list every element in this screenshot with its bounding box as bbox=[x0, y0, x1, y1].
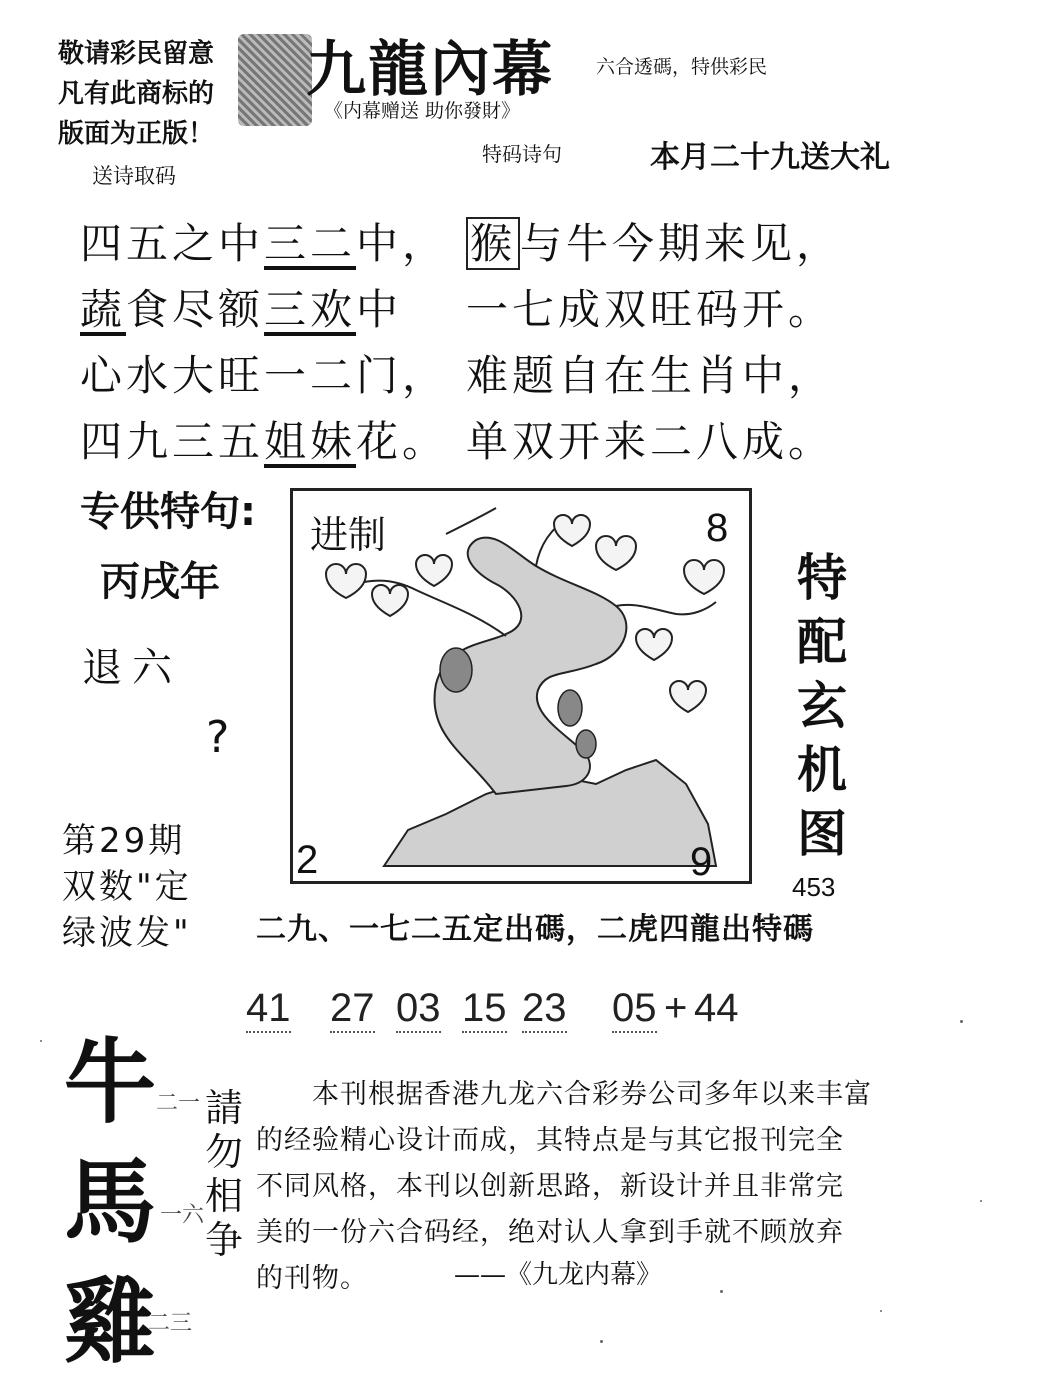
number: 23 bbox=[522, 986, 567, 1033]
intro-line: 的刊物。 bbox=[256, 1263, 368, 1294]
poem-line-left-2 bbox=[80, 285, 403, 334]
poem-label: 特码诗句 bbox=[482, 142, 562, 166]
intro-line: 的经验精心设计而成，其特点是与其它报刊完全 bbox=[256, 1125, 844, 1156]
notice-line: 凡有此商标的 bbox=[58, 79, 215, 109]
year-label: 丙戌年 bbox=[100, 558, 220, 605]
number-row bbox=[246, 986, 766, 1036]
print-speck bbox=[40, 1040, 42, 1042]
poem-underlined: 蔬 bbox=[80, 285, 127, 334]
notice-line: 敬请彩民留意 bbox=[58, 39, 215, 69]
print-speck bbox=[880, 1310, 882, 1312]
zodiac-char: 牛 bbox=[63, 1028, 156, 1136]
monthly-promo: 本月二十九送大礼 bbox=[650, 140, 890, 175]
dont-fight-char: 勿 bbox=[204, 1130, 243, 1174]
poem-text: 食尽额 bbox=[126, 285, 265, 334]
intro-line: 美的一份六合码经，绝对认人拿到手就不顾放弃 bbox=[256, 1217, 844, 1248]
number: 41 bbox=[246, 986, 291, 1033]
vertical-title bbox=[792, 546, 852, 866]
question-mark: ? bbox=[206, 712, 230, 763]
poem-text: 中， bbox=[356, 219, 449, 268]
issue-block bbox=[62, 818, 192, 956]
side-mark: 一六 bbox=[160, 1203, 205, 1228]
codes-line: 二九、一七二五定出碼，二虎四龍出特碼 bbox=[256, 912, 814, 947]
number: 05 bbox=[612, 986, 657, 1033]
poem-line-left-4 bbox=[80, 417, 449, 466]
poem-line-right-3: 难题自在生肖中， bbox=[466, 351, 835, 400]
dragon-logo-icon bbox=[238, 34, 312, 126]
poem-underlined: 姐妹 bbox=[264, 417, 357, 466]
signature: ——《九龙内幕》 bbox=[454, 1260, 663, 1290]
intro-line: 不同风格，本刊以创新思路，新设计并且非常完 bbox=[256, 1171, 844, 1202]
print-speck bbox=[720, 1290, 723, 1293]
side-mark: 二三 bbox=[148, 1311, 193, 1336]
dont-fight-char: 請 bbox=[204, 1086, 243, 1130]
corner-number-tr: 8 bbox=[706, 506, 729, 550]
corner-number-br: 9 bbox=[690, 840, 713, 884]
zodiac-char: 雞 bbox=[63, 1268, 156, 1376]
poem-line-right-4: 单双开来二八成。 bbox=[466, 417, 835, 466]
poem-text: 心水大旺一二门， bbox=[80, 351, 449, 400]
corner-number-bl: 2 bbox=[296, 838, 319, 882]
poem-underlined: 三二 bbox=[264, 219, 357, 268]
vertical-char: 图 bbox=[797, 804, 847, 863]
number: 03 bbox=[396, 986, 441, 1033]
print-speck bbox=[980, 1200, 982, 1202]
print-speck bbox=[600, 1340, 603, 1343]
notice-line: 版面为正版！ bbox=[58, 119, 215, 149]
side-mark: 二一 bbox=[156, 1091, 201, 1116]
frame-title: 进制 bbox=[310, 513, 387, 557]
vertical-number: 453 bbox=[792, 872, 836, 902]
special-label: 专供特句: bbox=[80, 489, 256, 535]
poem-text: 花。 bbox=[356, 417, 449, 466]
poem-text: 中 bbox=[356, 285, 403, 334]
zodiac-animals bbox=[60, 1022, 160, 1382]
retreat-label: 退六 bbox=[82, 645, 182, 691]
poem-text: 四五之中 bbox=[80, 219, 265, 268]
issue-line: 双数"定 bbox=[62, 867, 192, 907]
number: 15 bbox=[462, 986, 507, 1033]
vertical-char: 配 bbox=[797, 612, 847, 671]
masthead-tagline: 六合透碼，特供彩民 bbox=[596, 56, 768, 78]
notice-subtitle: 送诗取码 bbox=[92, 164, 176, 188]
vertical-char: 特 bbox=[797, 548, 847, 607]
dont-fight-vertical bbox=[204, 1086, 244, 1262]
poem-line-right-1 bbox=[466, 219, 843, 268]
intro-text: 本刊根据香港九龙六合彩券公司多年以来丰富 bbox=[312, 1079, 872, 1110]
print-speck bbox=[960, 1020, 963, 1023]
poem-line-left-3 bbox=[80, 351, 449, 400]
gift-line: 《内幕赠送 助你發財》 bbox=[324, 100, 521, 122]
poem-line-left-1 bbox=[80, 219, 449, 268]
issue-line: 第29期 bbox=[62, 821, 186, 861]
poem-underlined: 三欢 bbox=[264, 285, 357, 334]
poem-text: 四九三五 bbox=[80, 417, 265, 466]
poem-line-right-2: 一七成双旺码开。 bbox=[466, 285, 835, 334]
dont-fight-char: 相 bbox=[204, 1174, 243, 1218]
poem-text: 与牛今期来见， bbox=[520, 219, 843, 268]
zodiac-char: 馬 bbox=[63, 1148, 156, 1256]
dont-fight-char: 争 bbox=[204, 1218, 243, 1262]
vertical-char: 机 bbox=[797, 740, 847, 799]
special-number: 44 bbox=[694, 986, 739, 1030]
issue-line: 绿波发" bbox=[62, 913, 192, 953]
intro-line bbox=[256, 1072, 896, 1118]
vertical-char: 玄 bbox=[797, 676, 847, 735]
boxed-character: 猴 bbox=[466, 217, 520, 270]
masthead-title: 九龍內幕 bbox=[306, 35, 554, 105]
authenticity-notice bbox=[58, 34, 214, 154]
plus-sign: + bbox=[664, 986, 688, 1030]
number: 27 bbox=[330, 986, 375, 1033]
